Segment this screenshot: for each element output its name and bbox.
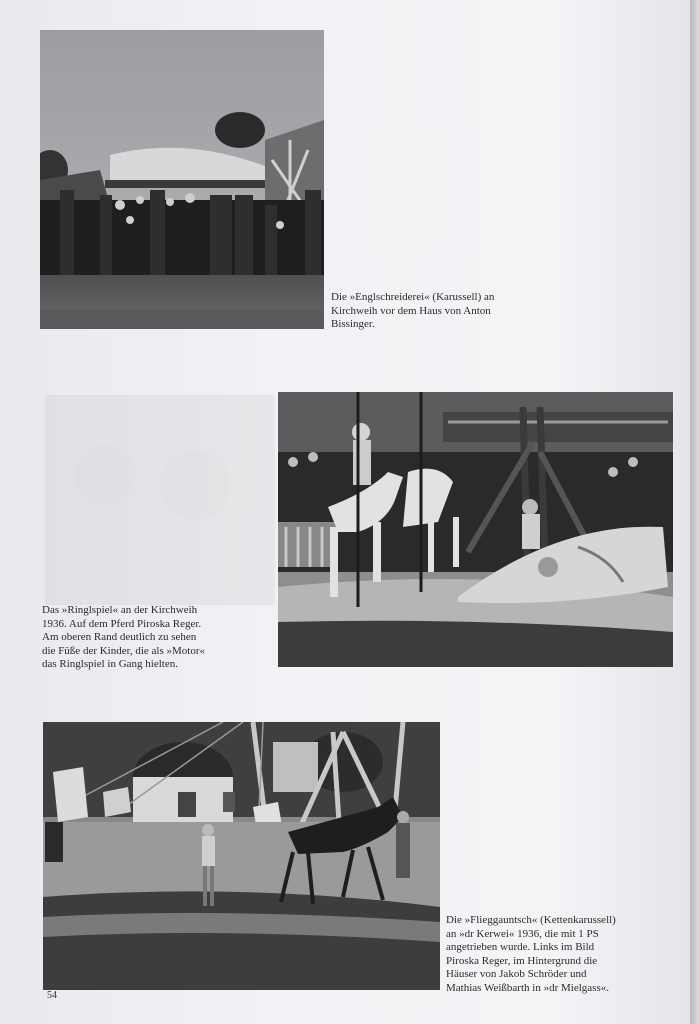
photo-carousel-crowd: [40, 30, 324, 329]
photo-kettenkarussell: [43, 722, 440, 990]
photo-ringlspiel: [278, 392, 673, 667]
page-edge: [690, 0, 699, 1024]
page-number: 54: [47, 990, 57, 1001]
caption-kettenkarussell: Die »Fliegga‌untsch« (Kettenkarussell) an »dr Kerwei« 1936, die mit 1 PS angetrieben wurde. Links im Bild Piroska Reger, im Hintergrund die Häuser von Jakob Schröder und Mathias Weißbarth in »dr Mielgass«.: [446, 914, 616, 994]
caption-ringlspiel: Das »Ringlspiel« an der Kirchweih 1936. Auf dem Pferd Piroska Reger. Am oberen Rand deutlich zu sehen die Füße der Kinder, die als »Motor« das Ringlspiel in Gang hielten.: [42, 604, 205, 670]
caption-carousel: Die »Englschreiderei« (Karussell) an Kirchweih vor dem Haus von Anton Bissinger.: [331, 291, 495, 330]
bleed-through-image: [45, 395, 275, 605]
